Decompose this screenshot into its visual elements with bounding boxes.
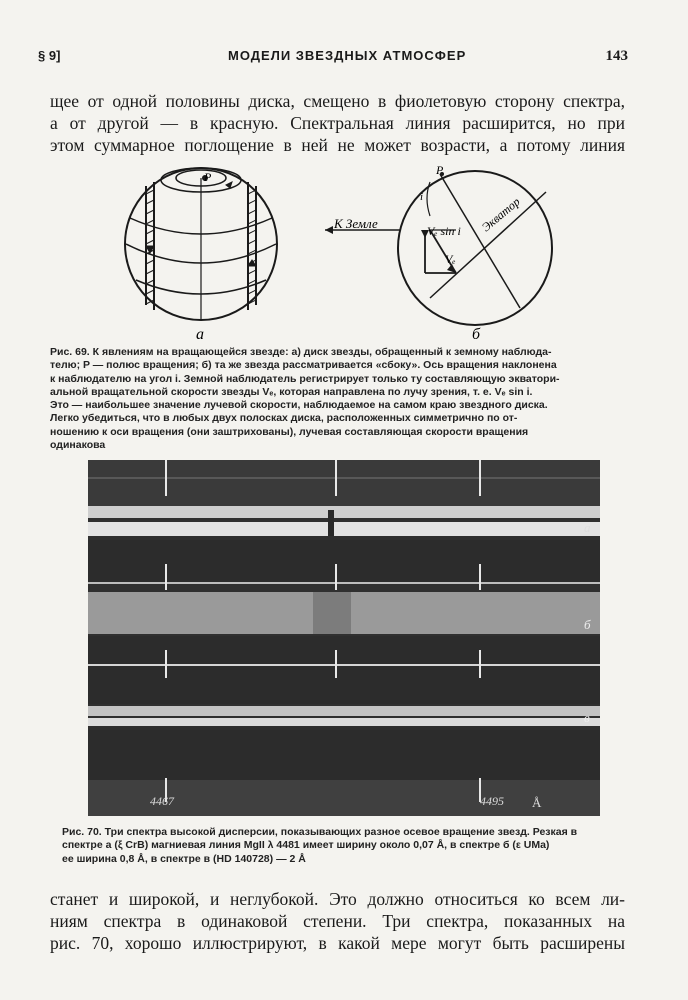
caption-line: Это — наибольшее значение лучевой скорости, наблюдаемое на самом краю звездного диска.: [50, 399, 548, 412]
text-line: ниям спектра в одинаковой степени. Три спектра, показанных на: [50, 911, 625, 931]
intro-paragraph: [50, 90, 625, 156]
pole-label-a: P: [204, 170, 212, 184]
running-head: [38, 48, 628, 70]
caption-line: Легко убедиться, что в любых двух полосках диска, расположенных симметрично по от-: [50, 412, 518, 425]
hatched-strip-right: [248, 182, 256, 310]
figure-70-caption: [62, 826, 642, 866]
earth-arrowhead: [325, 226, 333, 234]
figure-70-spectra: [88, 460, 600, 816]
text-line: этом суммарное поглощение в ней не может возрасти, а потому линия: [50, 135, 625, 155]
spectrum-label-a: а: [584, 520, 591, 535]
spectrum-v: [88, 706, 600, 726]
pole-label-b: P: [436, 163, 444, 177]
figure-69: [100, 158, 600, 348]
spectrum-b: [88, 592, 600, 634]
velocity-label: Vₑ: [445, 252, 456, 266]
spectrum-label-b: б: [584, 617, 591, 632]
caption-line: альной вращательной скорости звезды Vₑ, которая направлена по лучу зрения, т. е. Vₑ sin i.: [50, 385, 533, 398]
star-disk-side-view: [325, 171, 552, 325]
text-line: щее от одной половины диска, смещено в фиолетовую сторону спектра,: [50, 91, 625, 111]
velocity-sin-label: Vₑ sin i: [427, 224, 461, 238]
wavelength-left: 4467: [150, 794, 174, 808]
caption-line: одинакова: [50, 439, 106, 452]
fig69-panel-label-a: а: [196, 326, 204, 343]
page-number: 143: [605, 48, 628, 64]
figure-69-caption: [50, 346, 630, 452]
equator-label: Экватор: [478, 194, 523, 235]
caption-line: ношению к оси вращения (они заштрихованы), лучевая составляющая скорости вращения: [50, 425, 529, 438]
section-number: § 9]: [38, 48, 61, 63]
spectrum-label-v: в: [584, 710, 590, 725]
caption-line: телю; P — полюс вращения; б) та же звезда рассматривается «сбоку». Ось вращения наклонена: [50, 359, 557, 372]
wavelength-unit: Å: [532, 795, 542, 810]
caption-line: Рис. 70. Три спектра высокой дисперсии, показывающих разное осевое вращение звезд. Резкая в: [62, 826, 578, 838]
caption-line: к наблюдателю на угол i. Земной наблюдатель регистрирует только ту составляющую экватори-: [50, 372, 560, 385]
text-line: станет и широкой, и неглубокой. Это должно относиться ко всем ли-: [50, 889, 625, 909]
text-line: а от другой — в красную. Спектральная линия расширится, но при: [50, 113, 625, 133]
comparison-strip-2: [88, 540, 600, 584]
fig69-panel-label-b: б: [472, 326, 481, 343]
comparison-strip-1: [88, 460, 600, 506]
caption-line: Рис. 69. К явлениям на вращающейся звезде: а) диск звезды, обращенный к земному наблюда-: [50, 346, 552, 358]
text-line: рис. 70, хорошо иллюстрируют, в какой мере могут быть расширены: [50, 933, 625, 953]
caption-line: спектре а (ξ CrB) магниевая линия MgII λ 4481 имеет ширину около 0,07 Å, в спектре б (ε UMa): [62, 839, 550, 852]
caption-line: ее ширина 0,8 Å, в спектре в (HD 140728) — 2 Å: [62, 852, 306, 865]
earth-label: К Земле: [334, 216, 378, 231]
outro-paragraph: [50, 888, 625, 954]
wavelength-right: 4495: [480, 794, 504, 808]
chapter-title: МОДЕЛИ ЗВЕЗДНЫХ АТМОСФЕР: [228, 48, 467, 63]
comparison-strip-3: [88, 636, 600, 704]
inclination-label: i: [420, 191, 424, 203]
